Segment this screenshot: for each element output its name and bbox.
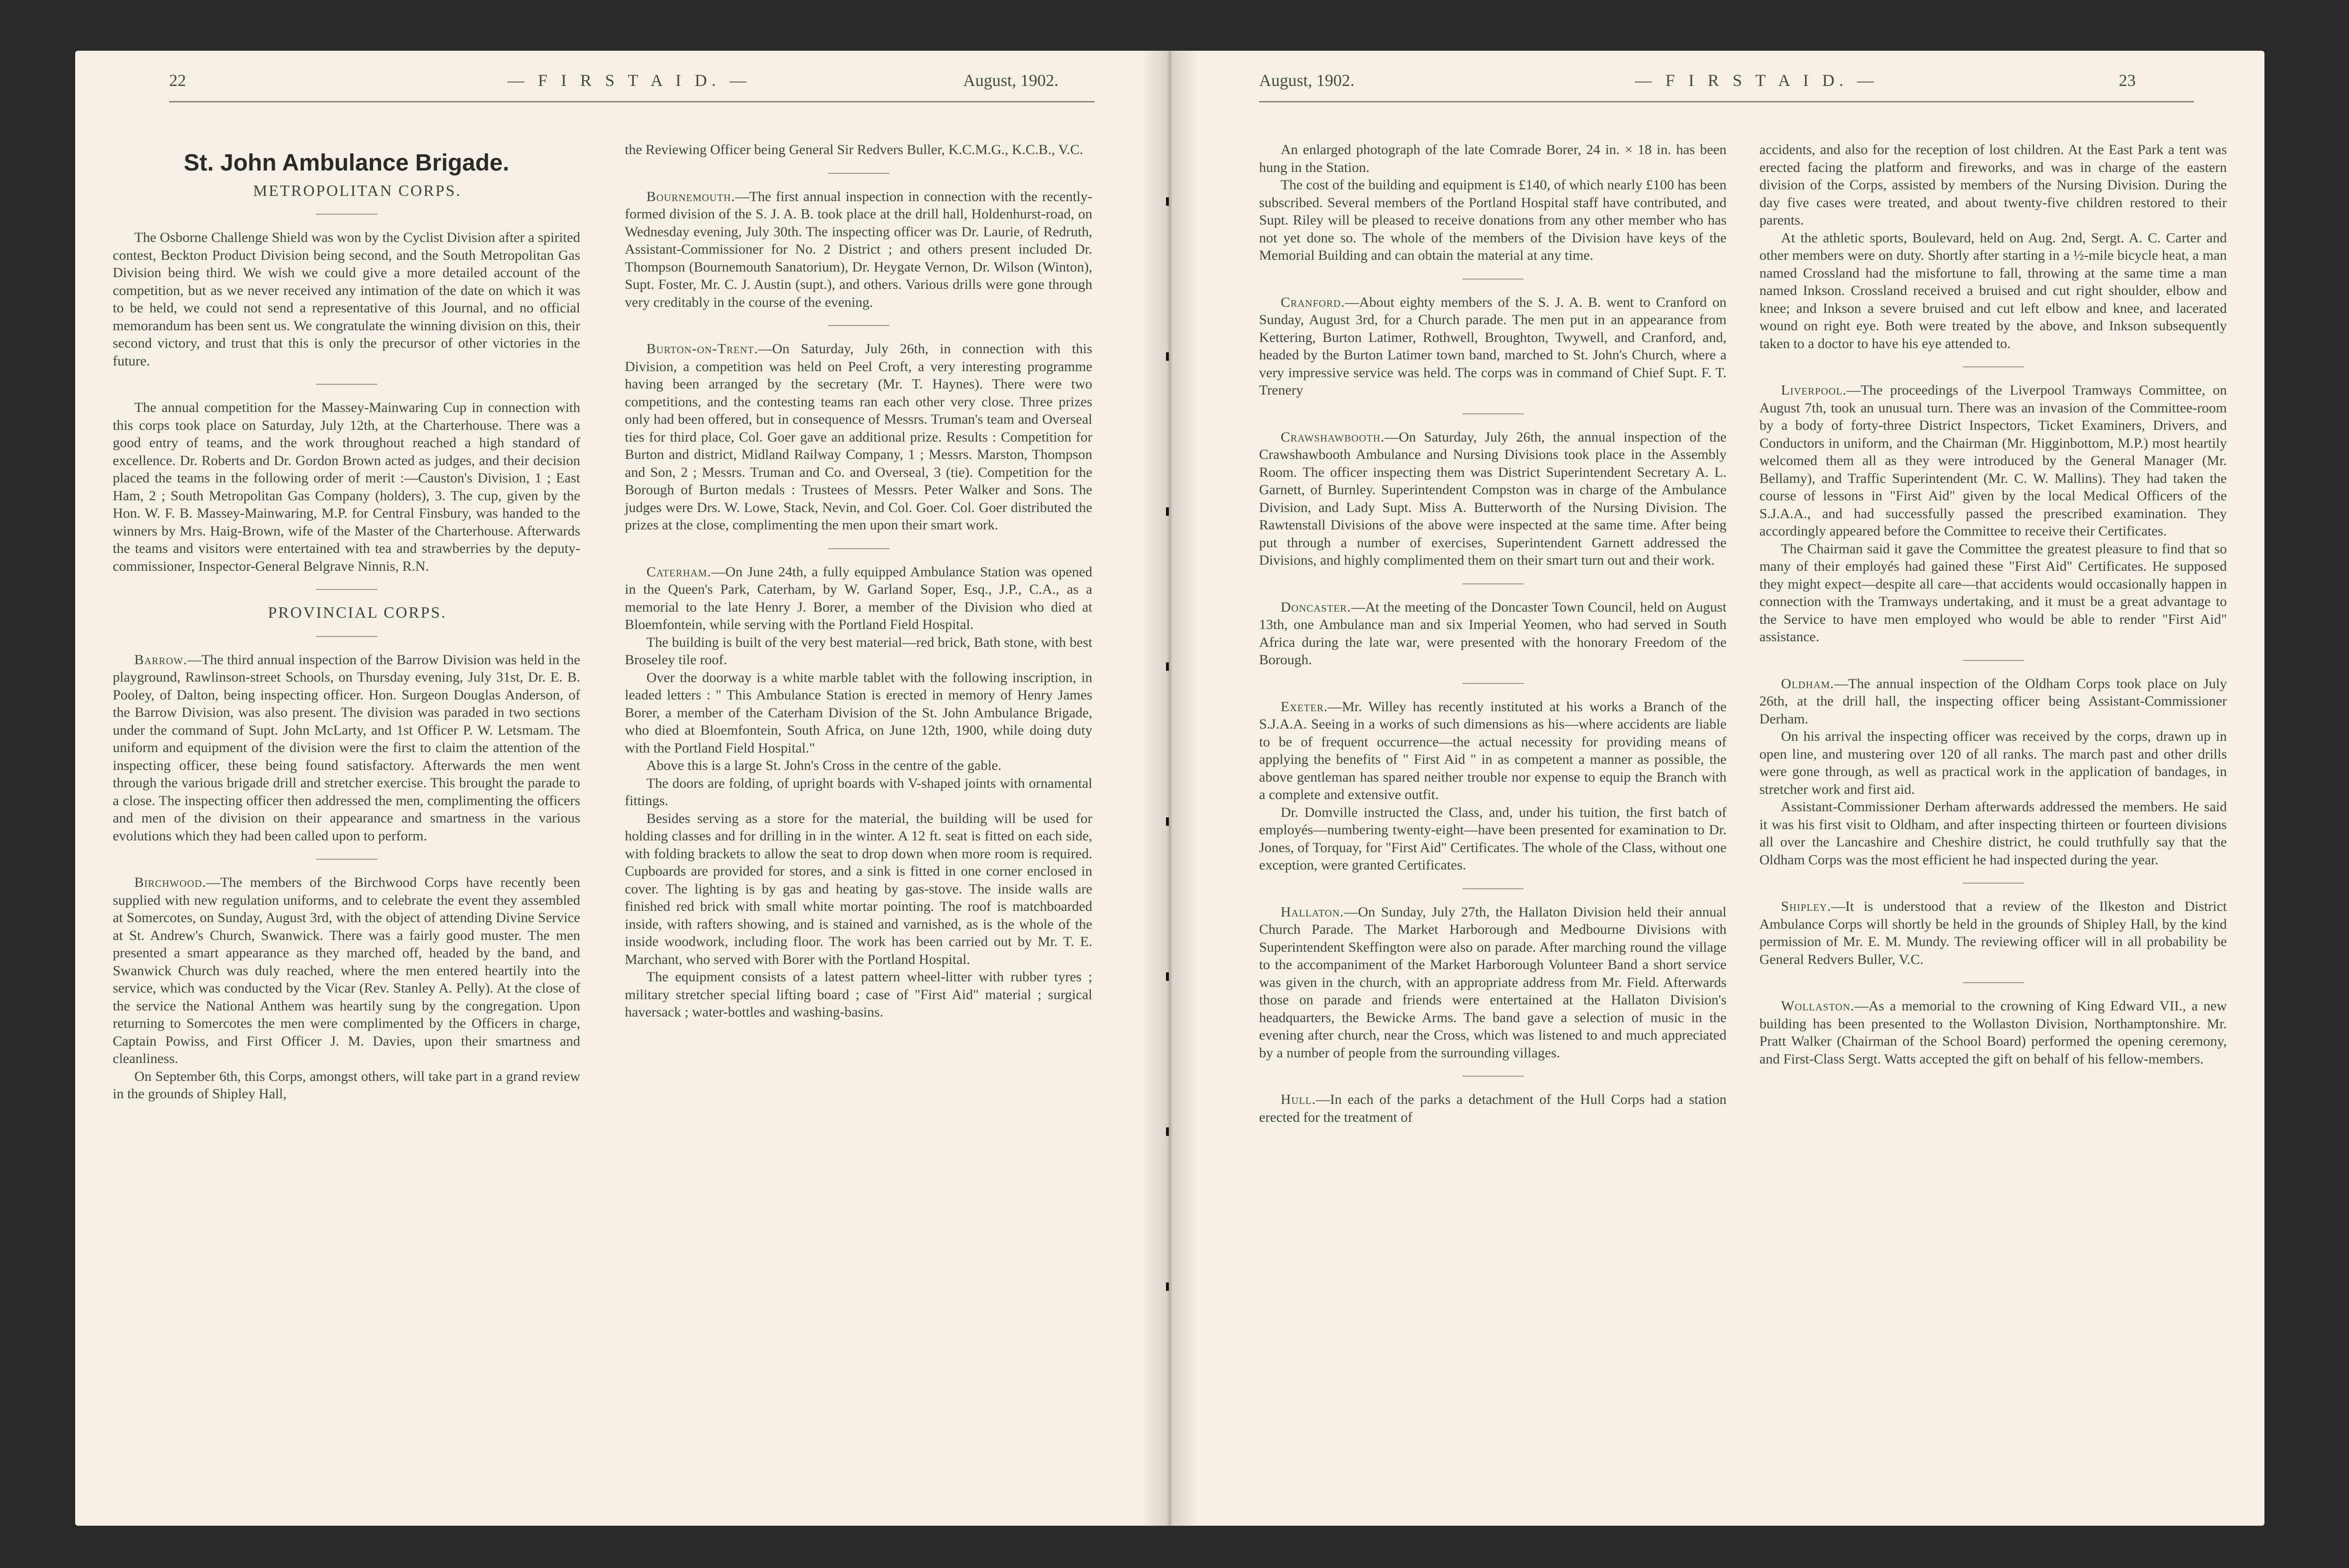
binding-mark (1166, 817, 1169, 826)
header-rule (1259, 101, 2194, 102)
place-heading: Hallaton. (1281, 904, 1344, 920)
right-page-header (1259, 70, 2260, 99)
paragraph-text: —On June 24th, a fully equipped Ambulance Station was opened in the Queen's Park, Caterham, by W. Garland Soper, Esq., J.P., C.A., as a memorial to the late Henry J. Borer, a member of the Division who died at Bloemfontein, while serving with the Portland Field Hospital. (625, 564, 1092, 632)
paragraph: The building is built of the very best material—red brick, Bath stone, with best Broseley tile roof. (625, 634, 1092, 668)
paragraph: Dr. Domville instructed the Class, and, under his tuition, the first batch of employés—numbering twenty-eight—have been presented for examination to Dr. Jones, of Torquay, for "First Aid" Certificates. The whole of the Class, without one exception, were granted Certificates. (1259, 804, 1727, 873)
binding-mark (1166, 507, 1169, 516)
place-heading: Bournemouth. (646, 188, 735, 204)
binding-mark (1166, 1282, 1169, 1291)
paragraph-text: —In each of the parks a detachment of the Hull Corps had a station erected for the treatment of (1259, 1092, 1727, 1125)
paragraph-text: —As a memorial to the crowning of King Edward VII., a new building has been presented to the Wollaston Division, Northamptonshire. Mr. Pratt Walker (Chairman of the School Board) performed the opening ceremony, and First-Class Sergt. Watts accepted the gift on behalf of his fellow-members. (1759, 998, 2227, 1067)
binding-mark (1166, 972, 1169, 981)
paragraph: Assistant-Commissioner Derham afterwards addressed the members. He said it was his first visit to Oldham, and after inspecting thirteen or fourteen divisions all over the Lancashire and Cheshire district, he could truthfully say that the Oldham Corps was the most efficient he had inspected during the year. (1759, 799, 2227, 868)
divider (1963, 982, 2024, 983)
paragraph-text: —On Sunday, July 27th, the Hallaton Division held their annual Church Parade. The Market Harborough and Medbourne Divisions with Superintendent Skeffington were also on parade. After marching round the village to the accompaniment of the Market Harborough Volunteer Band a short service was given in the church, with an appropriate address from Mr. Field. Afterwards those on parade and friends were entertained at the Hallaton Division's headquarters, the Bewicke Arms. The band gave a selection of music in the evening after church, near the Cross, which was listened to and much appreciated by a number of people from the surrounding villages. (1259, 904, 1727, 1061)
binding-mark (1166, 1127, 1169, 1136)
paragraph: An enlarged photograph of the late Comrade Borer, 24 in. × 18 in. has been hung in the Station. (1259, 142, 1727, 175)
divider (1462, 413, 1524, 414)
divider (1462, 583, 1524, 584)
divider (1963, 883, 2024, 884)
paragraph (1259, 903, 1727, 1062)
paragraph (1759, 898, 2227, 968)
issue-date: August, 1902. (963, 71, 1059, 90)
paragraph (1259, 1091, 1727, 1126)
paragraph-text: —It is understood that a review of the Ilkeston and District Ambulance Corps will shortly be held in the grounds of Shipley Hall, by the kind permission of Mr. E. M. Mundy. The reviewing officer will in all probability be General Redvers Buller, V.C. (1759, 899, 2227, 967)
right-column-2 (1759, 141, 2227, 1068)
paragraph: On his arrival the inspecting officer was received by the corps, drawn up in open line, and mustering over 120 of all ranks. The march past and other drills were gone through, as well as practical work in the application of bandages, in stretcher work and first aid. (1759, 729, 2227, 797)
place-heading: Shipley. (1781, 899, 1831, 914)
paragraph: The Osborne Challenge Shield was won by the Cyclist Division after a spirited contest, Beckton Product Division being second, and the South Metropolitan Gas Division being third. We wish we could give a more detailed account of the competition, but as we never received any intimation of the date on which it was to be held, we could not send a representative of this Journal, and no official memorandum has been sent us. We congratulate the winning division on this, their second victory, and trust that this is only the precursor of other victories in the future. (113, 230, 580, 369)
page-number: 23 (2119, 71, 2136, 90)
paragraph: Besides serving as a store for the material, the building will be used for holding classes and for drilling in in the winter. A 12 ft. seat is fitted on each side, with folding brackets to allow the seat to drop down when more room is required. Cupboards are provided for stores, and a sink is fitted in one corner enclosed in cover. The lighting is by gas and heating by gas-stove. The inside walls are finished red brick with small white mortar pointing. The roof is matchboarded inside, with rafters showing, and is stained and varnished, as is the whole of the inside woodwork, including floor. The work has been carried out by Mr. T. E. Marchant, who served with Borer with the Portland Hospital. (625, 810, 1092, 967)
paragraph: The Chairman said it gave the Committee the greatest pleasure to find that so many of their employés had gained these "First Aid" Certificates. He supposed they might expect—despite all care—that accidents would occasionally happen in connection with the Tramways undertaking, and it must be a great advantage to the Service to have men employed who would be able to render "First Aid" assistance. (1759, 541, 2227, 644)
book-gutter (1142, 51, 1198, 1526)
paragraph-text: —The third annual inspection of the Barrow Division was held in the playground, Rawlinson-street Schools, on Thursday evening, July 31st, Dr. E. B. Pooley, of Dalton, being inspecting officer. Hon. Surgeon Douglas Anderson, of the Barrow Division, was also present. The division was paraded in two sections under the command of Supt. John McLarty, and 1st Officer P. W. Letsmam. The uniform and equipment of the division were the first to claim the attention of the inspecting officer, these being found satisfactory. Afterwards the men went through the various brigade drill and stretcher exercise. This brought the parade to a close. The inspecting officer then addressed the men, complimenting the officers and men of the division on their appearance and smartness in the various evolutions which they had been called upon to perform. (113, 652, 580, 844)
left-page-header (94, 70, 1095, 99)
paragraph (113, 651, 580, 845)
divider (828, 325, 889, 326)
paragraph: The annual competition for the Massey-Mainwaring Cup in connection with this corps took place on Saturday, July 12th, at the Charterhouse. There was a good entry of teams, and the work throughout reached a high standard of excellence. Dr. Roberts and Dr. Gordon Brown acted as judges, and their decision placed the teams in the following order of merit :—Causton's Division, 1 ; East Ham, 2 ; South Metropolitan Gas Company (holders), 3. The cup, given by the Hon. W. F. B. Massey-Mainwaring, M.P. for Central Finsbury, was handed to the winners by Mrs. Haig-Brown, wife of the Master of the Charterhouse. Afterwards the teams and visitors were entertained with tea and strawberries by the deputy-commissioner, Inspector-General Belgrave Ninnis, R.N. (113, 400, 580, 574)
place-heading: Oldham. (1781, 675, 1835, 691)
binding-mark (1166, 197, 1169, 206)
paragraph: At the athletic sports, Boulevard, held on Aug. 2nd, Sergt. A. C. Carter and other members were on duty. Shortly after starting in a ½-mile bicycle heat, a man named Crossland had the misfortune to fall, throwing at the same time a man named Inkson. Crossland received a bruised and cut right shoulder, elbow and knee; and Inkson a severe bruised and cut left elbow and knee, and lacerated wound on right eye. Both were treated by the above, and Inkson subsequently taken to a doctor to have his eye attended to. (1759, 230, 2227, 351)
paragraph (1759, 381, 2227, 540)
paragraph: The doors are folding, of upright boards with V-shaped joints with ornamental fittings. (625, 775, 1092, 808)
issue-date: August, 1902. (1259, 71, 1355, 90)
paragraph-text: —The proceedings of the Liverpool Tramways Committee, on August 7th, took an unusual turn. There was an invasion of the Committee-room by a body of forty-three District Inspectors, Ticket Examiners, Drivers, and Conductors in uniform, and the Chairman (Mr. Higginbottom, M.P.) most heartily welcomed them all as they were introduced by the General Manager (Mr. Bellamy), and Traffic Superintendent (Mr. C. W. Mallins). They had taken the course of lessons in "First Aid" given by the local Medical Officers of the S.J.A.A., and had successfully passed the prescribed examination. They accordingly appeared before the Committee to receive their Certificates. (1759, 382, 2227, 539)
divider (316, 859, 377, 860)
divider (316, 214, 377, 215)
paragraph (1259, 698, 1727, 804)
paragraph: The cost of the building and equipment is £140, of which nearly £100 has been subscribed. Several members of the Portland Hospital staff have contributed, and Supt. Riley will be pleased to receive donations from any other member who has not yet done so. The whole of the members of the Division have keys of the Memorial Building and can obtain the material at any time. (1259, 177, 1727, 263)
divider (316, 384, 377, 385)
paragraph (1259, 428, 1727, 569)
paragraph (625, 563, 1092, 634)
place-heading: Burton-on-Trent. (646, 341, 758, 357)
section-heading: METROPOLITAN CORPS. (253, 182, 462, 200)
divider (1963, 366, 2024, 367)
paragraph: accidents, and also for the reception of lost children. At the East Park a tent was erected facing the platform and fireworks, and was in charge of the eastern division of the Corps, assisted by members of the Nursing Division. During the day five cases were treated, and about twenty-five children restored to their parents. (1759, 142, 2227, 228)
divider (1462, 888, 1524, 889)
divider (316, 636, 377, 637)
paragraph (625, 340, 1092, 534)
paragraph: Above this is a large St. John's Cross in the centre of the gable. (646, 758, 1002, 773)
paragraph: Over the doorway is a white marble tablet with the following inscription, in leaded letters : " This Ambulance Station is erected in memory of Henry James Borer, a member of the Caterham Division of the St. John Ambulance Brigade, who died at Bloemfontein, South Africa, on June 12th, 1900, while doing duty with the Portland Field Hospital." (625, 669, 1092, 756)
paragraph (113, 874, 580, 1068)
divider (1963, 660, 2024, 661)
paragraph-text: —The annual inspection of the Oldham Corps took place on July 26th, at the drill hall, the inspecting officer being Assistant-Commissioner Derham. (1759, 675, 2227, 727)
place-heading: Crawshawbooth. (1281, 429, 1385, 445)
place-heading: Birchwood. (134, 875, 206, 890)
left-column-1 (113, 141, 580, 1103)
paragraph: the Reviewing Officer being General Sir Redvers Buller, K.C.M.G., K.C.B., V.C. (625, 142, 1083, 157)
place-heading: Doncaster. (1281, 599, 1352, 615)
paragraph-text: —On Saturday, July 26th, in connection with this Division, a competition was held on Peel Croft, a very interesting programme having been arranged by the secretary (Mr. T. Haynes). There were two competitions, and the contesting teams ran each other very close. Three prizes only had been offered, but in consequence of Messrs. Truman's team and Overseal ties for third place, Col. Goer gave an additional prize. Results : Competition for Burton and district, Midland Railway Company, 1 ; Messrs. Marston, Thompson and Son, 2 ; Messrs. Truman and Co. and Overseal, 3 (tie). Competition for the Borough of Burton medals : Trustees of Messrs. Peter Walker and Sons. The judges were Drs. W. Lowe, Stack, Nevin, and Col. Goer. Col. Goer distributed the prizes at the close, complimenting the men upon their smart work. (625, 341, 1092, 533)
binding-mark (1166, 662, 1169, 671)
paragraph-text: —Mr. Willey has recently instituted at his works a Branch of the S.J.A.A. Seeing in a works of such dimensions as his—where accidents are liable to be of frequent occurrence—the actual necessity for providing means of applying the benefits of " First Aid " in as competent a manner as possible, the above gentleman has spared neither trouble nor expense to equip the Branch with a complete and extensive outfit. (1259, 699, 1727, 802)
paragraph (1759, 675, 2227, 728)
binding-mark (1166, 352, 1169, 361)
place-heading: Caterham. (646, 564, 712, 580)
running-title: — F I R S T A I D. — (507, 71, 751, 90)
left-column-2 (625, 141, 1092, 1021)
running-title: — F I R S T A I D. — (1635, 71, 1879, 90)
right-column-1 (1259, 141, 1727, 1126)
page-number: 22 (169, 71, 186, 90)
section-heading: PROVINCIAL CORPS. (268, 604, 447, 621)
paragraph: On September 6th, this Corps, amongst others, will take part in a grand review in the grounds of Shipley Hall, (113, 1068, 580, 1102)
place-heading: Wollaston. (1781, 998, 1855, 1014)
paragraph-text: —On Saturday, July 26th, the annual inspection of the Crawshawbooth Ambulance and Nursing Divisions took place in the Assembly Room. The officer inspecting them was District Superintendent Secretary A. L. Garnett, of Burnley. Superintendent Compston was in charge of the Ambulance Division, and Lady Supt. Miss A. Butterworth of the Nursing Division. The Rawtenstall Divisions of the above were inspected at the same time. After being put through a number of exercises, Superintendent Garnett addressed the Divisions, and highly complimented them on their smart turn out and their work. (1259, 429, 1727, 568)
paragraph-text: —About eighty members of the S. J. A. B. went to Cranford on Sunday, August 3rd, for a Church parade. The men put in an appearance from Kettering, Burton Latimer, Rothwell, Broughton, Twywell, and Cranford, and, headed by the Burton Latimer town band, marched to St. John's Church, where a very impressive service was held. The corps was in command of Chief Supt. F. T. Trenery (1259, 294, 1727, 398)
paragraph-text: —The members of the Birchwood Corps have recently been supplied with new regulation uniforms, and to celebrate the event they assembled at Somercotes, on Sunday, August 3rd, with the object of attending Divine Service at St. Andrew's Church, Swanwick. There was a fairly good muster. The men presented a smart appearance as they marched off, headed by the band, and Swanwick Church was duly reached, where the men entered heartily into the service, which was conducted by the Vicar (Rev. Stanley A. Pelly). At the close of the service the National Anthem was heartily sung by the congregation. Upon returning to Somercotes the men were complimented by the Officers in charge, Captain Powiss, and First Officer J. M. Davies, upon their smartness and cleanliness. (113, 875, 580, 1066)
place-heading: Liverpool. (1781, 382, 1847, 398)
article-title: St. John Ambulance Brigade. (184, 149, 509, 176)
divider (1462, 1076, 1524, 1077)
place-heading: Barrow. (134, 652, 187, 668)
paragraph: The equipment consists of a latest pattern wheel-litter with rubber tyres ; military stretcher special lifting board ; case of "First Aid" material ; surgical haversack ; water-bottles and washing-basins. (625, 969, 1092, 1020)
paragraph (1259, 598, 1727, 669)
divider (828, 548, 889, 549)
paragraph-text: —The first annual inspection in connection with the recently-formed division of the S. J. A. B. took place at the drill hall, Holdenhurst-road, on Wednesday evening, July 30th. The inspecting officer was Dr. Laurie, of Redruth, Assistant-Commissioner for No. 2 District ; and others present included Dr. Thompson (Bournemouth Sanatorium), Dr. Heygate Vernon, Dr. Wilson (Winton), Supt. Foster, Mr. C. J. Austin (supt.), and others. Various drills were gone through very creditably in the course of the evening. (625, 188, 1092, 310)
divider (1462, 683, 1524, 684)
place-heading: Cranford. (1281, 294, 1345, 310)
place-heading: Exeter. (1281, 699, 1328, 714)
header-rule (169, 101, 1095, 102)
paragraph (1259, 294, 1727, 399)
paragraph-text: —At the meeting of the Doncaster Town Council, held on August 13th, one Ambulance man and six Imperial Yeomen, who had served in South Africa during the late war, were presented with the honorary Freedom of the Borough. (1259, 599, 1727, 668)
paragraph (1759, 997, 2227, 1068)
paragraph (625, 188, 1092, 311)
divider (316, 589, 377, 590)
place-heading: Hull. (1281, 1092, 1316, 1107)
divider (828, 173, 889, 174)
